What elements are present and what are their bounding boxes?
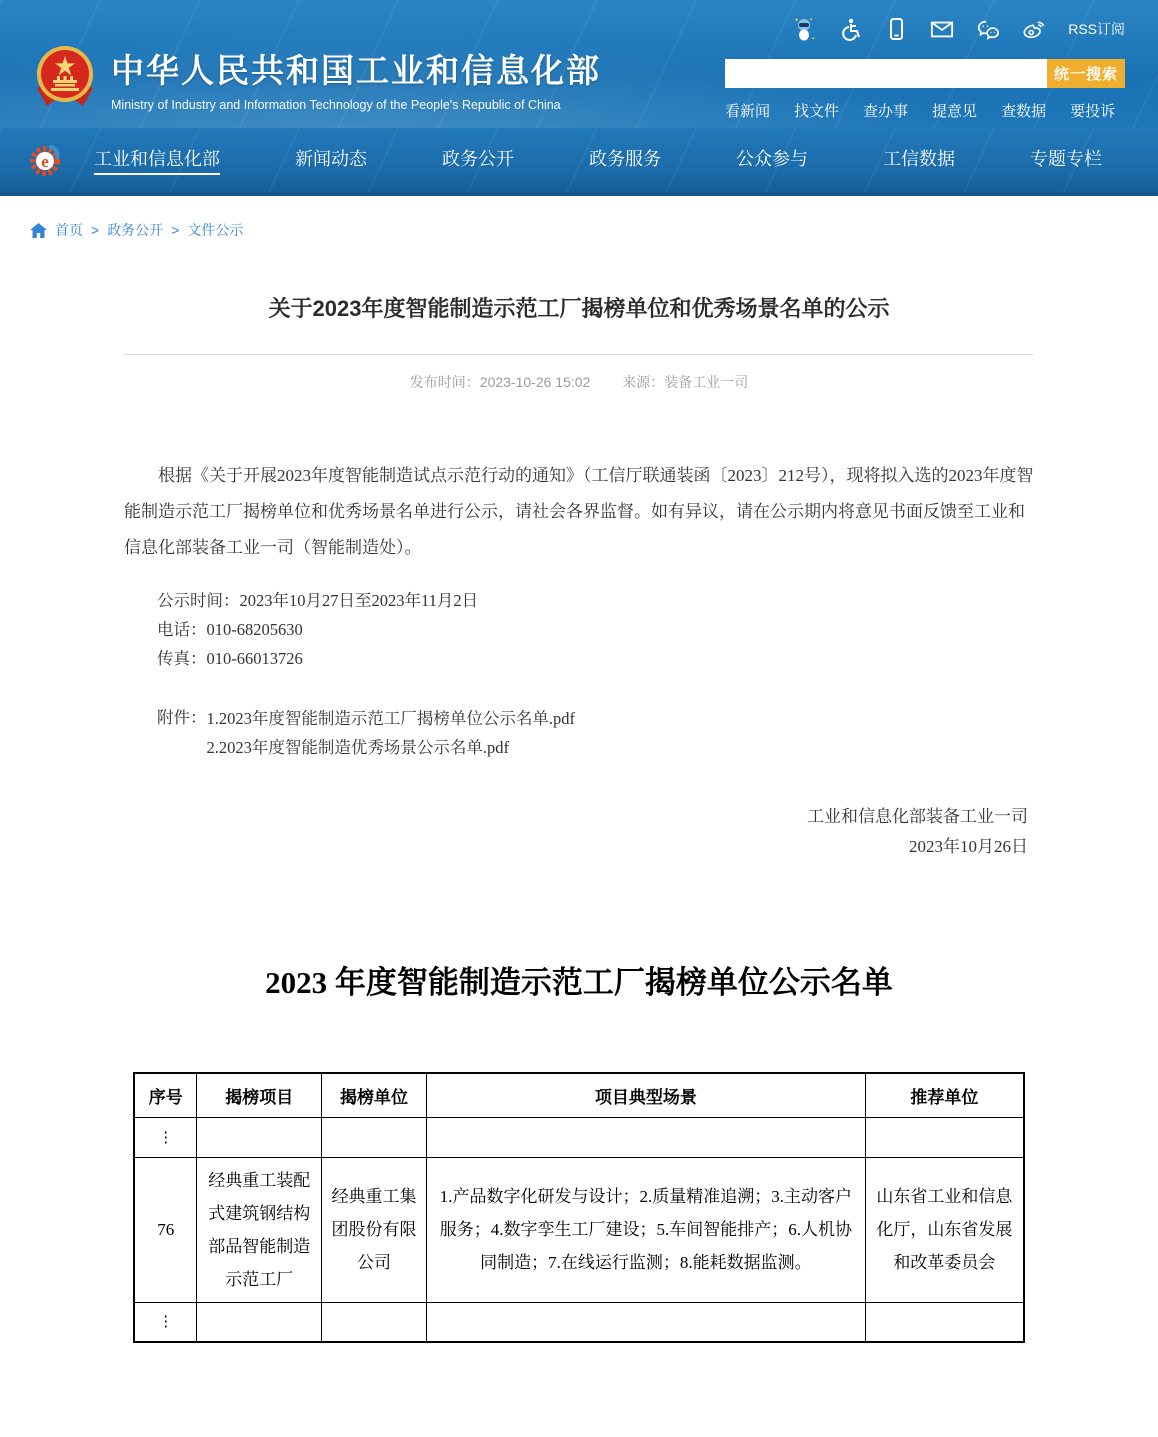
contact-phone: 电话：010-68205630 (157, 620, 303, 639)
search-bar (725, 59, 1125, 88)
col-header-project: 揭榜项目 (197, 1073, 322, 1117)
ellipsis-cell: ⋮ (134, 1117, 197, 1157)
table-header-row (134, 1073, 1024, 1117)
nav-items (94, 145, 1132, 175)
empty-cell (197, 1302, 322, 1342)
site-subtitle: Ministry of Industry and Information Technology of the People's Republic of China (111, 97, 561, 112)
weibo-icon[interactable] (1022, 17, 1046, 41)
signature-department: 工业和信息化部装备工业一司 (807, 807, 1028, 826)
quick-links (725, 100, 1125, 121)
svg-text:✦: ✦ (809, 17, 814, 23)
col-header-unit: 揭榜单位 (322, 1073, 427, 1117)
main-nav (0, 128, 1158, 196)
cell-scenes: 1.产品数字化研发与设计；2.质量精准追溯；3.主动客户服务；4.数字孪生工厂建设；5.车间智能排产；6.人机协同制造；7.在线运行监测；8.能耗数据监测。 (426, 1157, 865, 1302)
nav-item-gov-open[interactable]: 政务公开 (442, 149, 514, 169)
quick-link-suggest[interactable]: 提意见 (932, 103, 978, 120)
cell-recommender: 山东省工业和信息化厅，山东省发展和改革委员会 (865, 1157, 1024, 1302)
unified-search-button[interactable]: 统一搜索 (1047, 59, 1125, 88)
title-divider (124, 354, 1034, 355)
quick-link-news[interactable]: 看新闻 (725, 103, 771, 120)
national-emblem-logo (33, 44, 97, 112)
cell-unit: 经典重工集团股份有限公司 (322, 1157, 427, 1302)
site-brand (33, 44, 601, 112)
col-header-scenes: 项目典型场景 (426, 1073, 865, 1117)
nav-item-miit[interactable]: 工业和信息化部 (94, 145, 220, 175)
breadcrumb-separator: > (91, 222, 100, 238)
contact-fax: 传真：010-66013726 (157, 649, 303, 668)
signature-block (124, 802, 1034, 862)
attachment-block (124, 704, 1034, 762)
col-header-recommender: 推荐单位 (865, 1073, 1024, 1117)
bottom-whitespace (124, 1343, 1034, 1437)
miit-gear-logo-icon (26, 141, 64, 179)
public-list-table (133, 1072, 1025, 1343)
public-notice-period: 公示时间：2023年10月27日至2023年11月2日 (157, 591, 479, 610)
list-section-title: 2023 年度智能制造示范工厂揭榜单位公示名单 (265, 965, 893, 1000)
ellipsis-cell: ⋮ (134, 1302, 197, 1342)
empty-cell (322, 1117, 427, 1157)
nav-item-news[interactable]: 新闻动态 (295, 149, 367, 169)
nav-item-participation[interactable]: 公众参与 (736, 149, 808, 169)
attachment-label: 附件： (157, 708, 207, 727)
quick-link-data[interactable]: 查数据 (1001, 103, 1047, 120)
wechat-icon[interactable] (976, 17, 1000, 41)
attachment-link-2[interactable]: 2.2023年度智能制造优秀场景公示名单.pdf (206, 738, 509, 757)
site-banner (0, 0, 1158, 128)
nav-item-special[interactable]: 专题专栏 (1030, 149, 1102, 169)
col-header-no: 序号 (134, 1073, 197, 1117)
nav-item-gov-service[interactable]: 政务服务 (589, 149, 661, 169)
article-meta (124, 372, 1034, 392)
svg-text:✦: ✦ (811, 36, 816, 41)
breadcrumb (0, 196, 1158, 240)
mascot-icon[interactable] (792, 17, 816, 41)
mobile-icon[interactable] (884, 17, 908, 41)
publish-time: 发布时间：2023-10-26 15:02 (409, 374, 591, 390)
signature-date: 2023年10月26日 (909, 837, 1028, 856)
breadcrumb-file-notice[interactable]: 文件公示 (187, 222, 244, 238)
empty-cell (197, 1117, 322, 1157)
mail-icon[interactable] (930, 17, 954, 41)
empty-cell (865, 1117, 1024, 1157)
nav-item-data[interactable]: 工信数据 (883, 149, 955, 169)
banner-icon-row (725, 14, 1125, 44)
accessibility-icon[interactable] (838, 17, 862, 41)
site-title: 中华人民共和国工业和信息化部 (111, 51, 601, 89)
empty-cell (322, 1302, 427, 1342)
banner-tools (725, 14, 1125, 121)
table-row-ellipsis-top (134, 1117, 1024, 1157)
contact-block (124, 586, 1034, 673)
cell-project: 经典重工装配式建筑钢结构部品智能制造示范工厂 (197, 1157, 322, 1302)
quick-link-files[interactable]: 找文件 (794, 103, 840, 120)
article-source: 来源：装备工业一司 (622, 374, 749, 390)
empty-cell (865, 1302, 1024, 1342)
breadcrumb-gov-open[interactable]: 政务公开 (107, 222, 164, 238)
rss-subscribe-link[interactable]: RSS订阅 (1068, 21, 1125, 37)
quick-link-services[interactable]: 查办事 (863, 103, 909, 120)
table-row-76 (134, 1157, 1024, 1302)
home-icon[interactable] (30, 223, 47, 238)
article-title: 关于2023年度智能制造示范工厂揭榜单位和优秀场景名单的公示 (268, 296, 890, 321)
breadcrumb-home[interactable]: 首页 (55, 222, 83, 238)
article-main (124, 292, 1034, 1437)
cell-no: 76 (134, 1157, 197, 1302)
svg-text:✦: ✦ (794, 18, 800, 24)
search-input[interactable] (725, 59, 1047, 88)
table-row-ellipsis-bottom (134, 1302, 1024, 1342)
breadcrumb-separator: > (171, 222, 180, 238)
attachment-link-1[interactable]: 1.2023年度智能制造示范工厂揭榜单位公示名单.pdf (206, 709, 575, 728)
svg-text:e: e (41, 152, 49, 171)
empty-cell (426, 1302, 865, 1342)
empty-cell (426, 1117, 865, 1157)
quick-link-complain[interactable]: 要投诉 (1070, 103, 1116, 120)
article-paragraph: 根据《关于开展2023年度智能制造试点示范行动的通知》（工信厅联通装函〔2023〕212号），现将拟入选的2023年度智能制造示范工厂揭榜单位和优秀场景名单进行公示，请社会各界监督。如有异议，请在公示期内将意见书面反馈至工业和信息化部装备工业一司（智能制造处）。 (124, 466, 1034, 557)
